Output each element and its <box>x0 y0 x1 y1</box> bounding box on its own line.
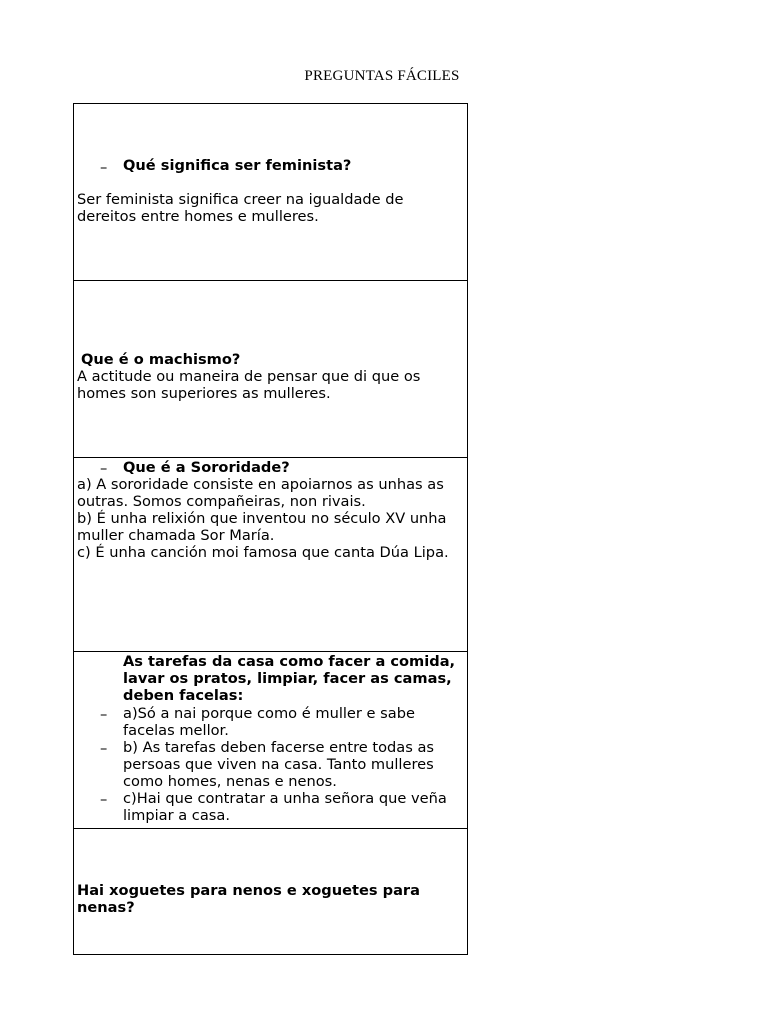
question-cell-1 <box>74 104 467 281</box>
bullet-dash: – <box>100 460 108 477</box>
question-4-text: As tarefas da casa como facer a comida, lavar os pratos, limpiar, facer as camas, deben facelas: <box>123 653 456 704</box>
questions-table <box>73 103 468 955</box>
question-5-text: Hai xoguetes para nenos e xoguetes para nenas? <box>77 882 420 916</box>
answer-1-text: Ser feminista significa creer na igualdade de dereitos entre homes e mulleres. <box>77 191 404 225</box>
page-title-text: PREGUNTAS FÁCILES <box>304 68 460 84</box>
option-4b: b) As tarefas deben facerse entre todas as persoas que viven na casa. Tanto mulleres como homes, nenas e nenos. <box>123 739 435 790</box>
page-title <box>0 68 768 85</box>
option-4c: c)Hai que contratar a unha señora que veña limpiar a casa. <box>123 790 447 824</box>
question-1-text: Qué significa ser feminista? <box>123 157 352 174</box>
bullet-dash: – <box>100 791 108 808</box>
option-3a: a) A sororidade consiste en apoiarnos as unhas as outras. Somos compañeiras, non rivais. <box>77 476 444 510</box>
question-cell-3 <box>74 458 467 652</box>
bullet-dash: – <box>100 740 108 757</box>
answer-2-text: A actitude ou maneira de pensar que di que os homes son superiores as mulleres. <box>77 368 421 402</box>
option-3c: c) É unha canción moi famosa que canta Dúa Lipa. <box>77 544 449 561</box>
question-cell-2 <box>74 281 467 458</box>
bullet-dash: – <box>100 159 108 176</box>
question-cell-5 <box>74 829 467 954</box>
question-2-text: Que é o machismo? <box>81 351 241 368</box>
question-cell-4 <box>74 652 467 829</box>
option-3b: b) É unha relixión que inventou no século XV unha muller chamada Sor María. <box>77 510 447 544</box>
question-3-text: Que é a Sororidade? <box>123 459 290 476</box>
option-4a: a)Só a nai porque como é muller e sabe facelas mellor. <box>123 705 415 739</box>
bullet-dash: – <box>100 706 108 723</box>
